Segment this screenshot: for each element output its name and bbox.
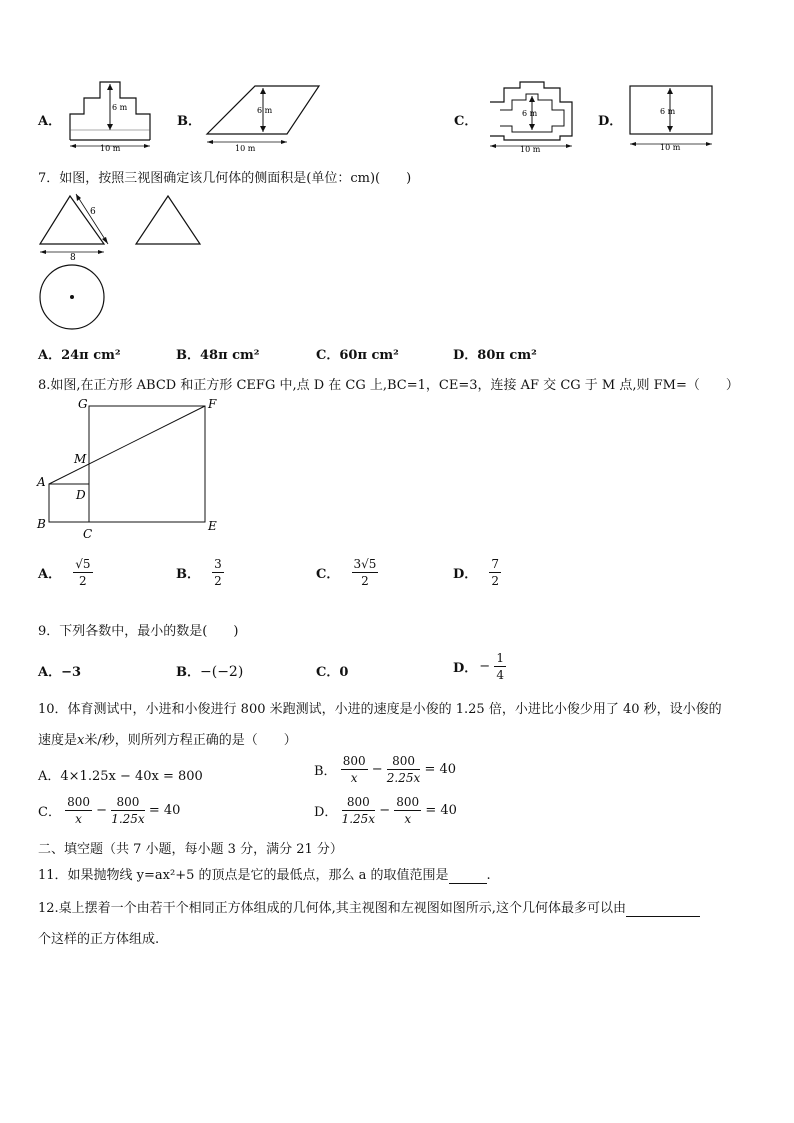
q7-option-b: B．48π cm² [176,348,260,363]
q6-figure-c [486,80,580,154]
point-f-label: F [208,397,217,411]
point-a-label: A [37,475,46,489]
point-e-label: E [208,519,217,533]
q10-option-a: A．4×1.25x − 40x = 800 [38,769,203,784]
q7-option-a: A．24π cm² [38,348,121,363]
q12-stem-line1: 12.桌上摆着一个由若干个相同正方体组成的几何体,其主视图和左视图如图所示,这个几何体最多可以由 [38,897,700,917]
point-g-label: G [78,397,88,411]
q6a-height-label: 6 m [112,103,128,112]
point-d-label: D [76,488,86,502]
section-2-heading: 二、填空题（共 7 小题，每小题 3 分，满分 21 分） [38,842,343,857]
point-m-label: M [74,452,87,466]
q9-option-b: B．−(−2) [176,664,244,680]
q11-answer-blank[interactable] [449,868,487,884]
q8-option-d: D． $\frac{7}{2}$ [453,557,500,588]
q8-square-figure [34,396,234,542]
q6b-width-label: 10 m [235,144,256,153]
q9-option-d: D． − $\frac{1}{4}$ [453,651,504,682]
q10-stem-line2: 速度是x米/秒，则所列方程正确的是（ ） [38,733,297,748]
q6c-height-label: 6 m [522,109,538,118]
q10-option-b: B． $\frac{800}{x}$ − $\frac{800}{2.25x}$ = 40 [314,754,457,785]
q12-answer-blank[interactable] [626,901,700,917]
q7-slant-label: 6 [90,207,96,217]
q7-three-views [36,190,216,340]
q6-figure-b [203,82,323,154]
q7-base-label: 8 [70,253,76,263]
q7-stem: 7．如图，按照三视图确定该几何体的侧面积是(单位：cm)( ) [38,171,412,186]
q8-option-c: C． $\frac{3√5}{2}$ [316,557,377,588]
q6c-width-label: 10 m [520,145,541,154]
q9-stem: 9．下列各数中，最小的数是( ) [38,624,239,639]
point-c-label: C [83,527,93,541]
q10-option-d: D． $\frac{800}{1.25x}$ − $\frac{800}{x}$ = 40 [314,795,457,826]
q8-option-b: B． $\frac{3}{2}$ [176,557,222,588]
point-b-label: B [37,517,46,531]
q6-figure-a [66,78,158,154]
q12-stem-line2: 个这样的正方体组成. [38,932,160,947]
q6-option-b-label: B． [177,114,201,129]
q7-option-d: D．80π cm² [453,348,537,363]
q6-option-a-label: A． [38,114,62,129]
q6-option-d-label: D． [598,114,623,129]
q6d-height-label: 6 m [660,107,676,116]
q6a-width-label: 10 m [100,144,121,153]
q6-option-c-label: C． [454,114,478,129]
q7-option-c: C．60π cm² [316,348,399,363]
q8-option-a: A． $\frac{√5}{2}$ [38,557,91,588]
q6d-width-label: 10 m [660,143,681,152]
q9-option-a: A．−3 [38,665,82,680]
q9-option-c: C．0 [316,665,349,680]
q10-stem-line1: 10．体育测试中，小进和小俊进行 800 米跑测试，小进的速度是小俊的 1.25 倍，小进比小俊少用了 40 秒，设小俊的 [38,702,722,717]
q8-stem: 8.如图,在正方形 ABCD 和正方形 CEFG 中,点 D 在 CG 上,BC=1，CE=3，连接 AF 交 CG 于 M 点,则 FM=（ ） [38,378,739,393]
q6-figure-d [626,80,718,154]
q11-stem: 11．如果抛物线 y=ax²+5 的顶点是它的最低点，那么 a 的取值范围是 . [38,868,491,883]
q10-option-c: C． $\frac{800}{x}$ − $\frac{800}{1.25x}$ = 40 [38,795,181,826]
q6b-height-label: 6 m [257,106,273,115]
